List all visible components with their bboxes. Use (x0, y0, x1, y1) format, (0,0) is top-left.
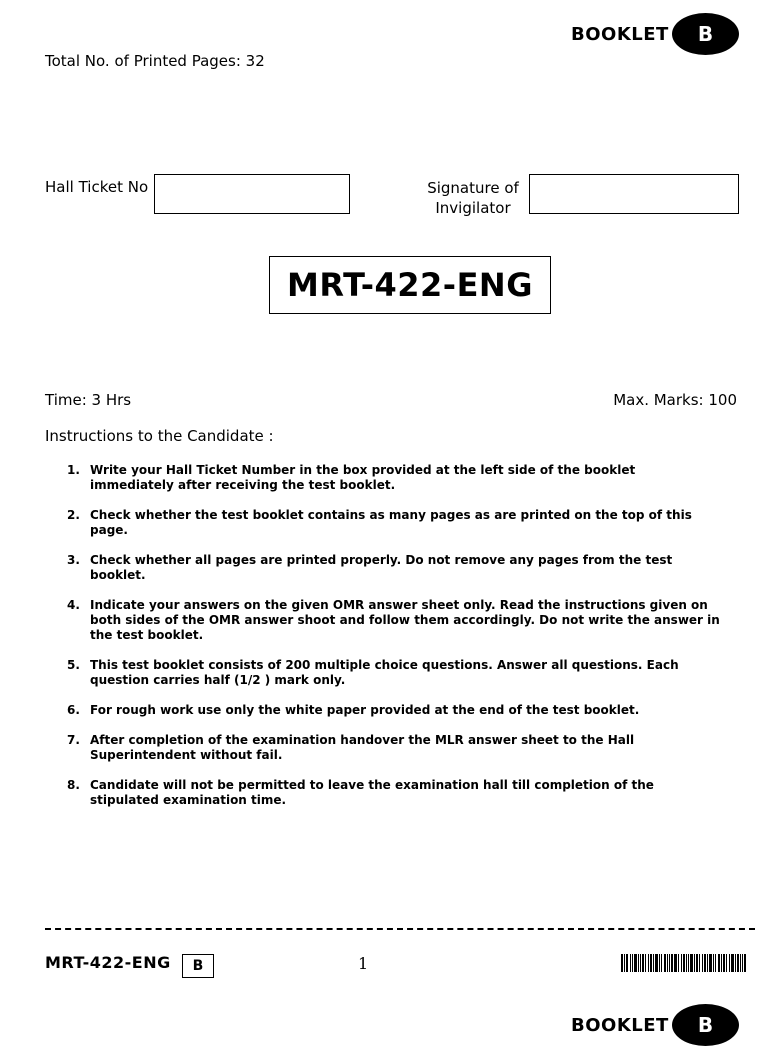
instruction-item (67, 703, 722, 718)
instruction-item (67, 553, 722, 583)
instruction-text: After completion of the examination handover the MLR answer sheet to the Hall Superintendent without fail. (90, 733, 635, 762)
hall-ticket-box[interactable] (154, 174, 350, 214)
next-page-booklet-series-badge: B (672, 1004, 739, 1046)
instruction-number: 8. (67, 778, 80, 792)
instruction-text: Write your Hall Ticket Number in the box provided at the left side of the booklet immediately after receiving the test booklet. (90, 463, 636, 492)
instruction-number: 2. (67, 508, 80, 522)
instruction-text: Check whether all pages are printed properly. Do not remove any pages from the test booklet. (90, 553, 673, 582)
signature-label-line1: Signature of (427, 179, 519, 197)
instructions-list (67, 463, 722, 808)
signature-label-line2: Invigilator (435, 199, 511, 217)
instruction-text: For rough work use only the white paper provided at the end of the test booklet. (90, 703, 640, 717)
instruction-number: 3. (67, 553, 80, 567)
exam-code-box: MRT-422-ENG (269, 256, 551, 314)
instruction-item (67, 658, 722, 688)
instruction-item (67, 508, 722, 538)
instruction-text: Indicate your answers on the given OMR answer sheet only. Read the instructions given on both sides of the OMR answer shoot and follow them accordingly. Do not write the answer in the test booklet. (90, 598, 720, 642)
instruction-text: This test booklet consists of 200 multiple choice questions. Answer all questions. Each question carries half (1/2 ) mark only. (90, 658, 679, 687)
next-page-booklet-label: BOOKLET (571, 1015, 669, 1036)
total-printed-pages: Total No. of Printed Pages: 32 (45, 52, 265, 70)
instruction-number: 6. (67, 703, 80, 717)
instruction-text: Check whether the test booklet contains as many pages as are printed on the top of this page. (90, 508, 692, 537)
invigilator-signature-box[interactable] (529, 174, 739, 214)
page-separator (45, 928, 755, 930)
footer-series-box: B (182, 954, 214, 978)
instructions-title: Instructions to the Candidate : (45, 427, 274, 445)
footer-exam-code: MRT-422-ENG (45, 953, 171, 972)
instruction-item (67, 598, 722, 643)
exam-time: Time: 3 Hrs (45, 391, 132, 409)
instruction-number: 4. (67, 598, 80, 612)
instruction-item (67, 733, 722, 763)
booklet-series-badge: B (672, 13, 739, 55)
max-marks: Max. Marks: 100 (613, 391, 737, 409)
hall-ticket-label: Hall Ticket No (45, 178, 149, 196)
instruction-number: 7. (67, 733, 80, 747)
instruction-item (67, 778, 722, 808)
instruction-number: 1. (67, 463, 80, 477)
instruction-number: 5. (67, 658, 80, 672)
instruction-item (67, 463, 722, 493)
signature-of-invigilator-label (418, 178, 528, 218)
page-number: 1 (358, 954, 369, 973)
barcode-icon (621, 954, 747, 972)
booklet-label: BOOKLET (571, 24, 669, 45)
instruction-text: Candidate will not be permitted to leave the examination hall till completion of the stipulated examination time. (90, 778, 654, 807)
